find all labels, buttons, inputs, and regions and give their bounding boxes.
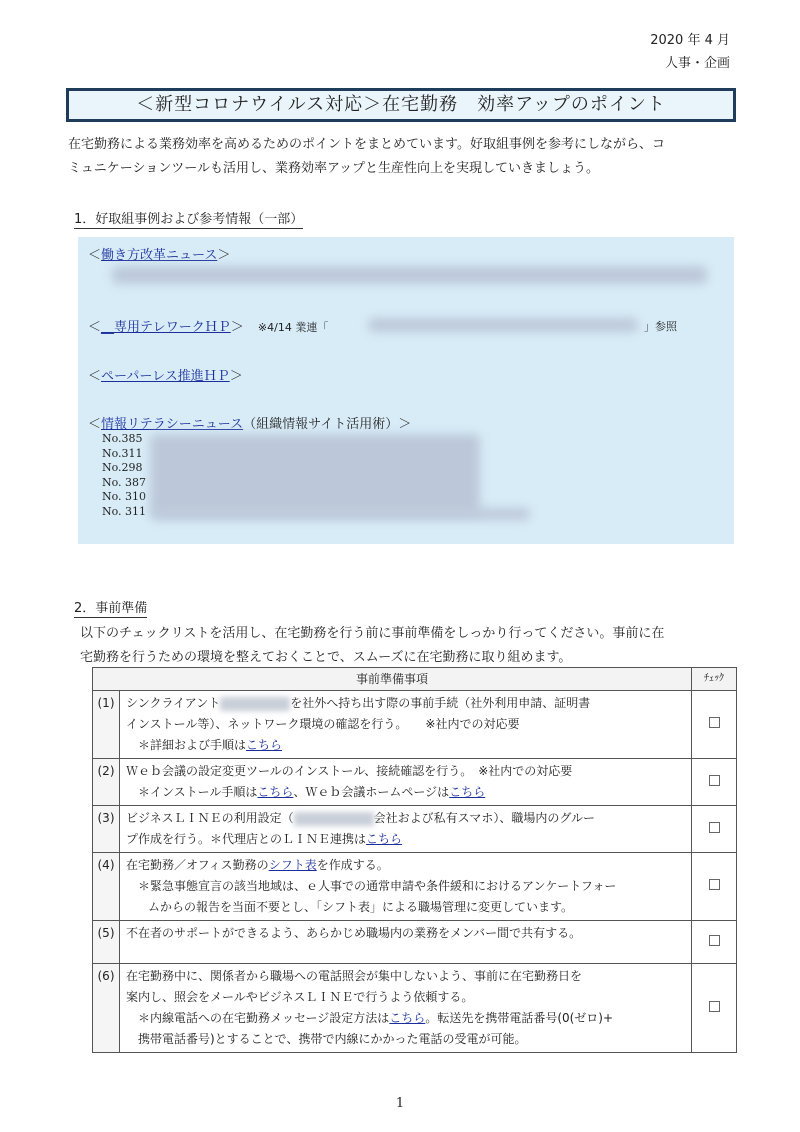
section1-heading: 1．好取組事例および参考情報（一部） — [74, 212, 304, 227]
row-number: (2) — [93, 759, 120, 806]
row-number: (4) — [93, 853, 120, 921]
intro-line-1: 在宅勤務による業務効率を高めるためのポイントをまとめています。好取組事例を参考にしながら、コ — [68, 137, 665, 152]
extension-message-link[interactable]: こちら — [389, 1011, 426, 1025]
news-link[interactable]: 働き方改革ニュース — [101, 248, 218, 263]
row-number: (5) — [93, 921, 120, 964]
telework-note-prefix: ※4/14 業連「 — [257, 321, 329, 334]
redacted-block — [150, 508, 530, 520]
news-row: ＜働き方改革ニュース＞ — [88, 248, 231, 263]
intro-line-2: ミュニケーションツールも活用し、業務効率アップと生産性向上を実現していきましょう。 — [68, 161, 600, 176]
section2-description — [80, 622, 740, 670]
redacted-block — [220, 697, 290, 711]
column-header-check: ﾁｪｯｸ — [692, 668, 737, 691]
agency-line-link[interactable]: こちら — [366, 832, 403, 846]
preparation-checklist — [92, 667, 737, 1053]
department-label: 人事・企画 — [664, 56, 730, 71]
web-meeting-homepage-link[interactable]: こちら — [449, 785, 486, 799]
redacted-block — [150, 434, 480, 514]
checklist-row — [93, 759, 737, 806]
row-content: 不在者のサポートができるよう、あらかじめ職場内の業務をメンバー間で共有する。 — [120, 921, 692, 964]
redacted-block — [294, 812, 374, 826]
row-content: シンクライアント を社外へ持ち出す際の事前手続（社外利用申請、証明書 インストール等）、ネットワーク環境の確認を行う。 ※社内での対応要 ＊詳細および手順はこちら — [120, 691, 692, 759]
issue-number: No. 311 — [102, 504, 147, 518]
telework-row: ＜__専用テレワークＨＰ＞ ※4/14 業連「 — [88, 320, 329, 335]
issue-number: No.311 — [102, 446, 143, 460]
checkbox[interactable] — [709, 935, 720, 946]
row-number: (3) — [93, 806, 120, 853]
checkbox[interactable] — [709, 879, 720, 890]
issue-number-list — [102, 432, 146, 519]
telework-note-suffix: 」参照 — [644, 320, 677, 333]
intro-paragraph — [68, 133, 738, 181]
checkbox[interactable] — [709, 822, 720, 833]
checkbox[interactable] — [709, 717, 720, 728]
checkbox[interactable] — [709, 775, 720, 786]
literacy-row: ＜情報リテラシーニュース（組織情報サイト活用術）＞ — [88, 417, 412, 432]
section2-heading: 2．事前準備 — [74, 601, 148, 616]
issue-number: No.298 — [102, 461, 143, 474]
checklist-row — [93, 964, 737, 1053]
column-header-item: 事前準備事項 — [93, 668, 692, 691]
shift-table-link[interactable]: シフト表 — [268, 858, 317, 872]
telework-link[interactable]: __専用テレワークＨＰ — [101, 320, 231, 335]
section2-desc-line-1: 以下のチェックリストを活用し、在宅勤務を行う前に事前準備をしっかり行ってください。事前に在 — [80, 626, 665, 641]
row-content: ビジネスＬＩＮＥの利用設定（ 会社および私有スマホ）、職場内のグルー プ作成を行う。＊代理店とのＬＩＮＥ連携はこちら — [120, 806, 692, 853]
issue-number: No. 310 — [102, 490, 147, 503]
section2-desc-line-2: 宅勤務を行うための環境を整えておくことで、スムーズに在宅勤務に取り組めます。 — [80, 650, 572, 665]
row-number: (6) — [93, 964, 120, 1053]
checklist-row — [93, 921, 737, 964]
checklist-row — [93, 853, 737, 921]
row-content: 在宅勤務中に、関係者から職場への電話照会が集中しないよう、事前に在宅勤務日を 案内し、照会をメールやビジネスＬＩＮＥで行うよう依頼する。 ＊内線電話への在宅勤務メッセージ設定方法はこちら。転送先を携帯電話番号(0(ゼロ)+ 携帯電話番号)とすることで、携帯で内線にかかった電話の受電が可能。 — [120, 964, 692, 1053]
document-date: 2020 年 4 月 — [650, 33, 730, 48]
checklist-row — [93, 691, 737, 759]
redacted-block — [368, 318, 638, 332]
row-number: (1) — [93, 691, 120, 759]
row-content: Ｗｅｂ会議の設定変更ツールのインストール、接続確認を行う。 ※社内での対応要 ＊インストール手順はこちら、Ｗｅｂ会議ホームページはこちら — [120, 759, 692, 806]
issue-number: No. 387 — [102, 475, 147, 489]
paperless-row: ＜ペーパーレス推進ＨＰ＞ — [88, 369, 243, 384]
redacted-block — [112, 266, 707, 284]
checklist-header — [93, 668, 737, 691]
page-title: ＜新型コロナウイルス対応＞在宅勤務 効率アップのポイント — [66, 88, 736, 122]
install-guide-link[interactable]: こちら — [257, 785, 294, 799]
issue-number: No.385 — [102, 432, 143, 445]
literacy-link[interactable]: 情報リテラシーニュース — [101, 417, 244, 432]
checkbox[interactable] — [709, 1001, 720, 1012]
paperless-link[interactable]: ペーパーレス推進ＨＰ — [101, 369, 230, 384]
details-link[interactable]: こちら — [246, 738, 283, 752]
row-content: 在宅勤務／オフィス勤務のシフト表を作成する。 ＊緊急事態宣言の該当地域は、ｅ人事での通常申請や条件緩和におけるアンケートフォー ムからの報告を当面不要とし、「シフト表」による職場管理に変更しています。 — [120, 853, 692, 921]
checklist-row — [93, 806, 737, 853]
page-number: 1 — [395, 1096, 405, 1111]
